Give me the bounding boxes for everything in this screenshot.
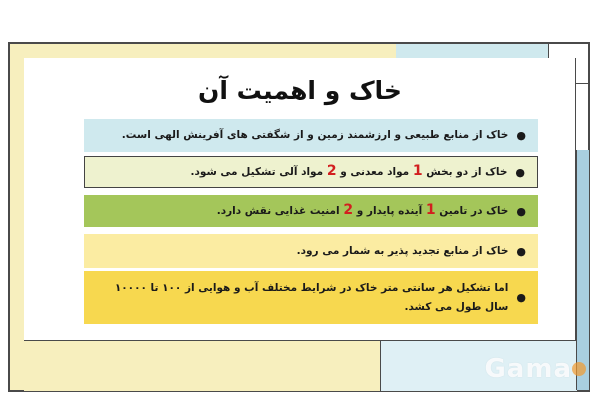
bullet-icon: ● bbox=[515, 165, 525, 179]
bullet-text bbox=[94, 201, 508, 221]
logo-mark-icon bbox=[572, 362, 586, 376]
bullet-box-4 bbox=[84, 234, 538, 268]
bullet-text-part: خاک از منابع طبیعی و ارزشمند زمین و از شگفتی های آفرینش الهی است. bbox=[121, 129, 509, 141]
bullet-text-part: خاک از منابع تجدید پذیر به شمار می رود. bbox=[296, 244, 509, 257]
gama-watermark-logo bbox=[440, 352, 590, 386]
slide-title: خاک و اهمیت آن bbox=[198, 76, 402, 105]
watermark-text: Gama bbox=[484, 354, 572, 384]
number-label-2: 2 bbox=[326, 163, 337, 179]
bullet-text-part: امنیت غذایی نقش دارد. bbox=[216, 205, 344, 217]
frame-strip-left bbox=[10, 58, 25, 390]
bullet-box-1 bbox=[84, 119, 538, 152]
bullet-box-2 bbox=[84, 156, 538, 188]
bullet-text-part: مواد معدنی و bbox=[336, 166, 413, 178]
number-label-2: 2 bbox=[343, 202, 354, 218]
frame-strip-bottom-left bbox=[24, 340, 380, 391]
bullet-icon: ● bbox=[516, 204, 526, 218]
slide-content bbox=[24, 58, 576, 340]
bullet-text-part: خاک از دو بخش bbox=[422, 166, 508, 178]
bullet-text bbox=[95, 162, 507, 182]
bullet-text bbox=[94, 279, 508, 317]
bullet-text-part: مواد آلی تشکیل می شود. bbox=[190, 166, 327, 178]
bullet-text-part: اما تشکیل هر سانتی متر خاک در شرایط مختلف آب و هوایی از ۱۰۰ تا ۱۰۰۰۰ سال طول می کشد. bbox=[114, 281, 509, 313]
frame-strip-top-right bbox=[396, 44, 548, 59]
bullet-box-5 bbox=[84, 271, 538, 324]
number-label-1: 1 bbox=[425, 202, 436, 218]
bullet-icon: ● bbox=[516, 244, 526, 258]
bullet-icon: ● bbox=[516, 291, 526, 304]
bullet-text bbox=[94, 242, 508, 261]
bullet-text-part: خاک در تامین bbox=[435, 205, 509, 217]
bullet-box-3 bbox=[84, 195, 538, 227]
number-label-1: 1 bbox=[412, 163, 423, 179]
bullet-text bbox=[94, 126, 508, 145]
bullet-icon: ● bbox=[516, 129, 526, 142]
frame-strip-top-left bbox=[10, 44, 397, 59]
bullet-text-part: آینده پایدار و bbox=[353, 205, 426, 217]
